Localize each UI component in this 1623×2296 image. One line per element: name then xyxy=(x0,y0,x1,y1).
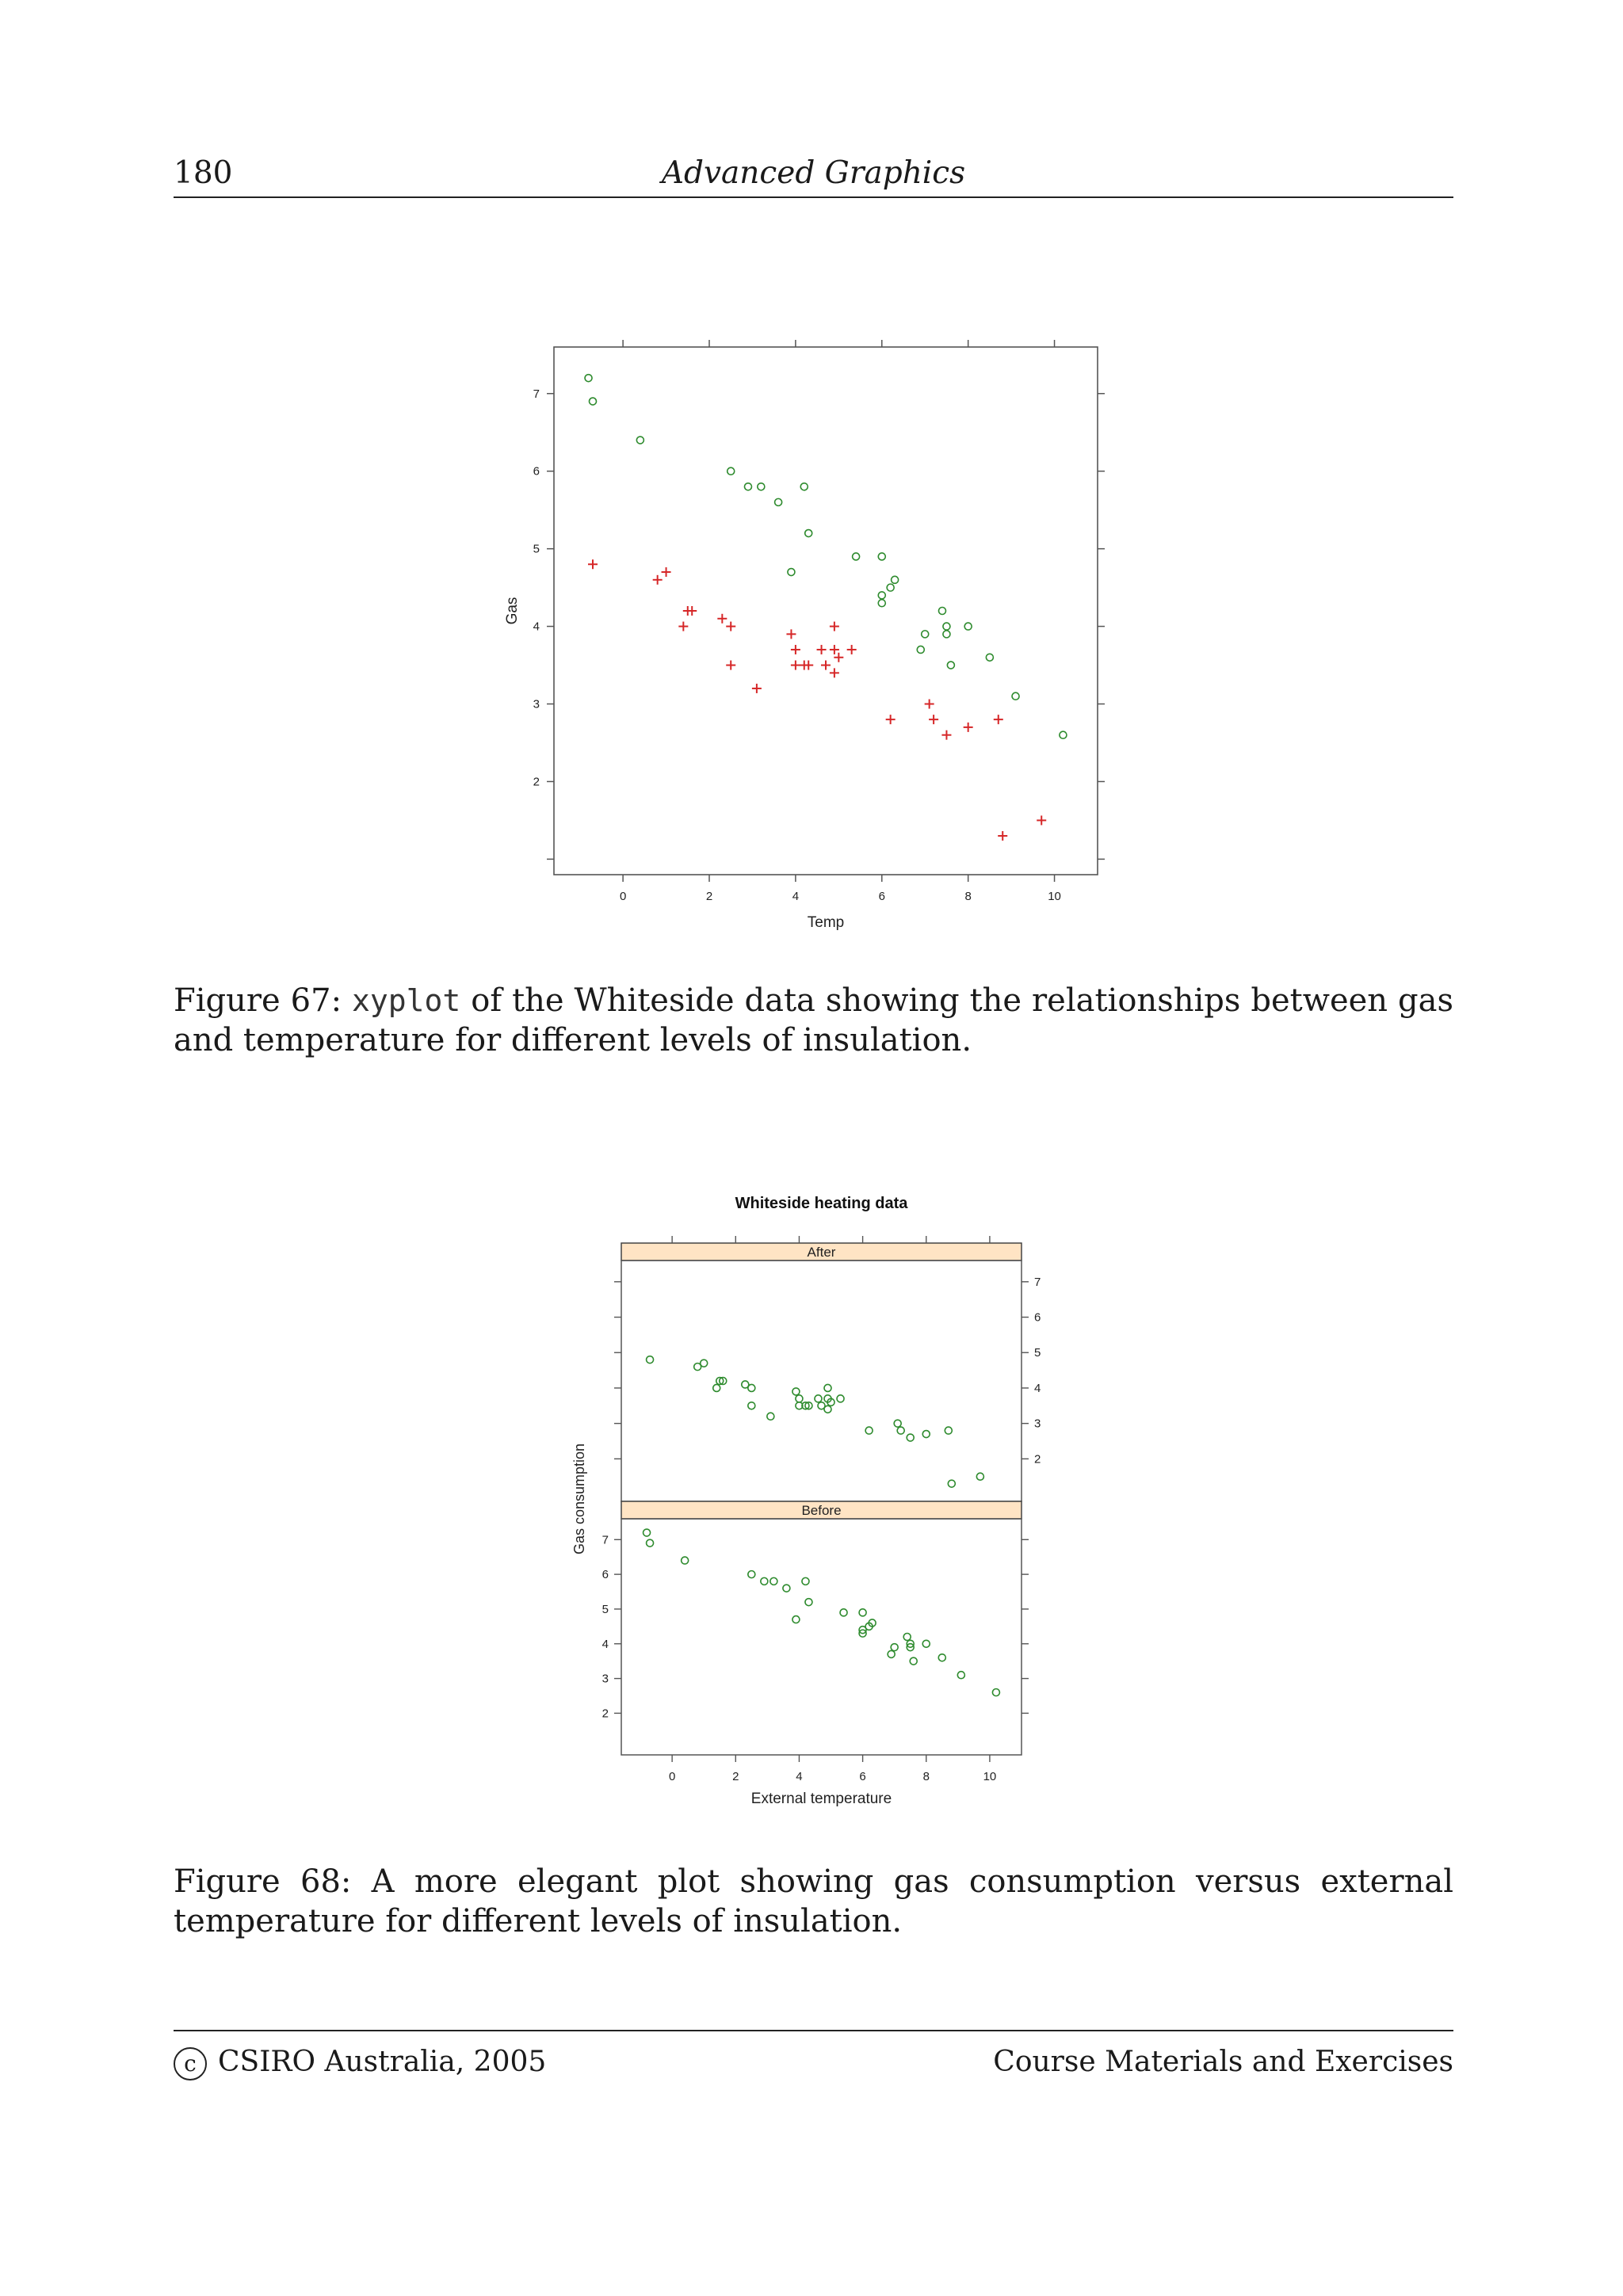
data-point-circle xyxy=(1012,692,1019,700)
data-point-circle xyxy=(748,1384,755,1391)
data-point-plus xyxy=(886,715,896,724)
y-tick-label: 2 xyxy=(533,775,540,789)
data-point-plus xyxy=(752,684,762,693)
data-point-plus xyxy=(830,645,839,654)
data-point-circle xyxy=(805,530,812,537)
data-point-plus xyxy=(964,723,973,732)
data-point-circle xyxy=(903,1634,911,1641)
x-tick-label: 6 xyxy=(878,890,885,903)
data-point-circle xyxy=(986,654,993,661)
data-point-plus xyxy=(662,567,671,577)
strip-label: Before xyxy=(801,1503,842,1518)
data-point-circle xyxy=(767,1413,774,1420)
data-point-plus xyxy=(653,575,663,585)
footer-copyright xyxy=(174,2046,546,2081)
data-point-circle xyxy=(992,1689,999,1696)
y-tick-label: 6 xyxy=(533,464,540,479)
x-tick-label: 8 xyxy=(964,890,972,903)
footer-right-text: Course Materials and Exercises xyxy=(993,2046,1453,2078)
data-point-circle xyxy=(910,1657,917,1665)
data-point-circle xyxy=(824,1405,831,1413)
x-tick-label: 10 xyxy=(983,1770,997,1783)
data-point-circle xyxy=(840,1609,847,1616)
x-tick-label: 4 xyxy=(796,1770,803,1783)
x-tick-label: 0 xyxy=(668,1770,676,1783)
y-tick-label: 5 xyxy=(533,542,540,556)
data-point-circle xyxy=(770,1577,777,1585)
data-point-plus xyxy=(929,715,938,724)
y-tick-label: 7 xyxy=(1034,1275,1041,1289)
data-point-plus xyxy=(998,831,1007,841)
y-tick-label: 5 xyxy=(1034,1346,1041,1360)
data-point-plus xyxy=(687,606,697,616)
data-point-circle xyxy=(878,592,885,599)
panel-frame xyxy=(621,1261,1022,1501)
panel-before xyxy=(602,1501,1029,1755)
data-point-circle xyxy=(943,631,950,638)
data-point-circle xyxy=(853,553,860,560)
data-point-circle xyxy=(647,1539,654,1547)
y-tick-label: 4 xyxy=(601,1637,609,1651)
chart-title: Whiteside heating data xyxy=(735,1195,908,1212)
data-point-circle xyxy=(783,1585,790,1592)
running-title: Advanced Graphics xyxy=(661,155,966,191)
data-point-circle xyxy=(824,1384,831,1391)
data-point-plus xyxy=(804,661,813,670)
data-point-plus xyxy=(786,629,796,639)
footer-rule xyxy=(174,2030,1453,2031)
data-point-circle xyxy=(815,1395,822,1402)
figure-68-caption: Figure 68: A more elegant plot showing gas consumption versus external temperature for different levels of insulation. xyxy=(174,1863,1453,1939)
data-point-circle xyxy=(701,1360,708,1367)
data-point-circle xyxy=(945,1427,952,1434)
x-tick-label: 6 xyxy=(859,1770,866,1783)
data-point-circle xyxy=(865,1427,873,1434)
data-point-plus xyxy=(830,622,839,631)
x-tick-label: 4 xyxy=(792,890,800,903)
data-point-plus xyxy=(726,661,735,670)
x-tick-label: 8 xyxy=(922,1770,930,1783)
data-point-circle xyxy=(727,467,735,475)
data-point-plus xyxy=(994,715,1003,724)
data-point-plus xyxy=(834,653,843,662)
x-tick-label: 2 xyxy=(705,890,713,903)
data-point-circle xyxy=(758,483,765,490)
data-point-circle xyxy=(682,1557,689,1564)
data-point-circle xyxy=(892,576,899,583)
data-point-plus xyxy=(817,645,827,654)
data-point-plus xyxy=(678,622,688,631)
figure-67-plot xyxy=(504,340,1105,931)
data-point-circle xyxy=(748,1402,755,1409)
data-point-circle xyxy=(907,1434,914,1441)
y-tick-label: 3 xyxy=(601,1672,609,1686)
data-point-circle xyxy=(859,1609,866,1616)
x-axis-label: External temperature xyxy=(750,1791,892,1807)
data-point-circle xyxy=(788,569,795,576)
data-point-circle xyxy=(938,1654,945,1661)
strip-label: After xyxy=(807,1245,836,1260)
data-point-circle xyxy=(922,1640,930,1647)
y-axis-label: Gas consumption xyxy=(571,1443,587,1555)
series-plus xyxy=(588,559,1046,841)
data-point-circle xyxy=(792,1388,800,1395)
data-point-circle xyxy=(585,375,592,382)
x-tick-label: 0 xyxy=(619,890,627,903)
y-axis-label: Gas xyxy=(504,597,521,625)
figure-67-caption-prefix: Figure 67: xyxy=(174,982,352,1019)
data-point-circle xyxy=(943,623,950,630)
data-point-circle xyxy=(796,1395,803,1402)
data-point-circle xyxy=(636,437,643,444)
data-point-plus xyxy=(821,661,831,670)
footer-left-text: CSIRO Australia, 2005 xyxy=(218,2046,547,2078)
panel-after xyxy=(614,1243,1041,1501)
data-point-circle xyxy=(837,1395,844,1402)
y-tick-label: 6 xyxy=(1034,1310,1041,1325)
page-number: 180 xyxy=(174,155,233,191)
data-point-circle xyxy=(948,1480,955,1487)
data-point-circle xyxy=(775,498,782,505)
data-point-circle xyxy=(761,1577,768,1585)
data-point-circle xyxy=(888,1650,895,1657)
data-point-circle xyxy=(878,553,885,560)
x-tick-label: 2 xyxy=(732,1770,739,1783)
data-point-plus xyxy=(847,645,857,654)
data-point-plus xyxy=(925,700,934,709)
panel-frame xyxy=(621,1519,1022,1755)
y-tick-label: 2 xyxy=(1034,1452,1041,1466)
data-point-circle xyxy=(643,1529,651,1536)
y-tick-label: 2 xyxy=(601,1707,609,1721)
y-tick-label: 4 xyxy=(533,620,540,634)
figure-68-plot xyxy=(571,1195,1041,1807)
data-point-plus xyxy=(830,668,839,677)
y-tick-label: 3 xyxy=(533,697,540,711)
data-point-plus xyxy=(941,730,951,740)
series-circle xyxy=(585,375,1067,739)
data-point-circle xyxy=(957,1672,964,1679)
data-point-circle xyxy=(894,1420,901,1427)
data-point-circle xyxy=(976,1473,983,1480)
data-point-circle xyxy=(891,1644,898,1651)
data-point-circle xyxy=(887,584,894,591)
y-tick-label: 5 xyxy=(601,1602,609,1616)
figure-67-caption-code: xyplot xyxy=(352,983,461,1018)
data-point-circle xyxy=(713,1384,720,1391)
data-point-circle xyxy=(802,1577,809,1585)
data-point-plus xyxy=(791,645,800,654)
data-point-circle xyxy=(800,483,808,490)
data-point-circle xyxy=(647,1356,654,1363)
data-point-plus xyxy=(588,559,598,569)
data-point-circle xyxy=(939,608,946,615)
plot-frame xyxy=(554,347,1098,875)
data-point-plus xyxy=(717,614,727,624)
data-point-circle xyxy=(878,600,885,607)
data-point-circle xyxy=(805,1599,812,1606)
y-tick-label: 7 xyxy=(533,387,540,401)
y-tick-label: 6 xyxy=(601,1568,609,1582)
data-point-circle xyxy=(922,1431,930,1438)
data-point-circle xyxy=(947,662,954,669)
data-point-circle xyxy=(590,398,597,405)
y-tick-label: 3 xyxy=(1034,1417,1041,1431)
data-point-circle xyxy=(922,631,929,638)
data-point-circle xyxy=(917,646,924,653)
data-point-circle xyxy=(748,1571,755,1578)
figure-67-caption xyxy=(174,981,1453,1060)
data-point-circle xyxy=(745,483,752,490)
figure-67-caption-rest: of the Whiteside data showing the relationships between gas and temperature for different levels of insulation. xyxy=(174,982,1453,1058)
data-point-circle xyxy=(897,1427,904,1434)
data-point-circle xyxy=(964,623,972,630)
y-tick-label: 7 xyxy=(601,1533,609,1547)
y-tick-label: 4 xyxy=(1034,1381,1041,1395)
data-point-plus xyxy=(1037,815,1046,825)
data-point-circle xyxy=(1060,731,1067,738)
x-tick-label: 10 xyxy=(1048,890,1061,903)
x-axis-label: Temp xyxy=(807,914,845,931)
data-point-circle xyxy=(792,1616,800,1623)
data-point-plus xyxy=(726,622,735,631)
data-point-plus xyxy=(791,661,800,670)
copyright-icon: c xyxy=(174,2047,207,2081)
